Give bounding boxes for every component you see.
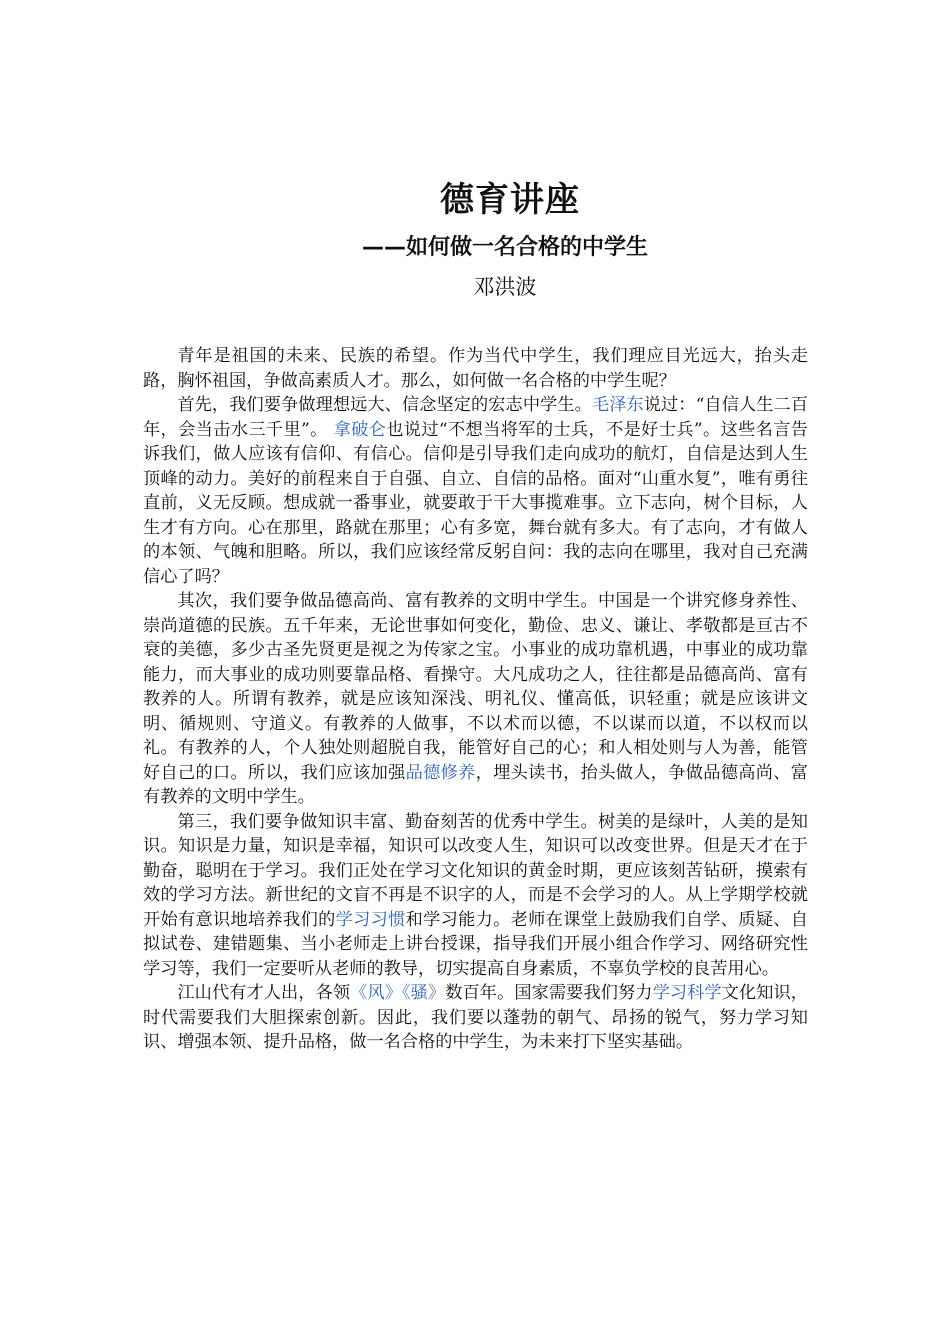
paragraph-text: ，埋头读书，抬头做人，争做品德高尚、富有教养的文明中学生。 bbox=[143, 762, 808, 807]
link-moral-cultivation[interactable]: 品德修养 bbox=[405, 762, 476, 783]
document-author: 邓洪波 bbox=[473, 275, 537, 299]
paragraph-text: 文化知识，时代需要我们大胆探索创新。因此，我们要以蓬勃的朝气、昂扬的锐气，努力学习知识、增强本领、提升品格，做一名合格的中学生，为未来打下坚实基础。 bbox=[143, 983, 808, 1052]
paragraph-conclusion bbox=[143, 981, 808, 1055]
paragraph-text: 说过：“自信人生二百年，会当击水三千里”。 bbox=[143, 395, 808, 440]
link-feng-sao[interactable]: 《风》《骚》 bbox=[350, 983, 446, 1003]
document-body bbox=[143, 344, 808, 1055]
link-study-habits[interactable]: 学习习惯 bbox=[335, 909, 406, 930]
link-mao-zedong[interactable]: 毛泽东 bbox=[591, 395, 644, 415]
link-napoleon[interactable]: 拿破仑 bbox=[333, 419, 387, 440]
paragraph-ideals bbox=[143, 393, 808, 589]
paragraph-text: 第三，我们要争做知识丰富、勤奋刻苦的优秀中学生。树美的是绿叶，人美的是知识。知识是力量，知识是幸福，知识可以改变人生，知识可以改变世界。但是天才在于勤奋，聪明在于学习。我们正处在学习文化知识的黄金时期，更应该刻苦钻研，摸索有效的学习方法。新世纪的文盲不再是不识字的人，而是不会学习的人。从上学期学校就开始有意识地培养我们的 bbox=[143, 811, 808, 930]
paragraph-morality bbox=[143, 589, 808, 810]
paragraph-knowledge bbox=[143, 810, 808, 982]
link-study-science[interactable]: 学习科学 bbox=[652, 983, 722, 1003]
paragraph-text: 数百年。国家需要我们努力 bbox=[445, 983, 653, 1003]
paragraph-intro bbox=[143, 344, 808, 393]
paragraph-text: 江山代有才人出，各领 bbox=[177, 983, 351, 1003]
paragraph-text: 和学习能力。老师在课堂上鼓励我们自学、质疑、自拟试卷、建错题集、当小老师走上讲台授课，指导我们开展小组合作学习、网络研究性学习等，我们一定要听从老师的教导，切实提高自身素质，不辜负学校的良苦用心。 bbox=[143, 909, 808, 979]
paragraph-text: 青年是祖国的未来、民族的希望。作为当代中学生，我们理应目光远大，抬头走路，胸怀祖国，争做高素质人才。那么，如何做一名合格的中学生呢？ bbox=[143, 346, 808, 391]
document-title: 德育讲座 bbox=[440, 180, 580, 220]
paragraph-text: 首先，我们要争做理想远大、信念坚定的宏志中学生。 bbox=[177, 395, 592, 415]
paragraph-text: 也说过“不想当将军的士兵，不是好士兵”。这些名言告诉我们，做人应该有信仰、有信心。信仰是引导我们走向成功的航灯，自信是达到人生顶峰的动力。美好的前程来自于自强、自立、自信的品格。面对“山重水复”，唯有勇往直前，义无反顾。想成就一番事业，就要敢于干大事揽难事。立下志向，树个目标，人生才有方向。心在那里，路就在那里；心有多宽，舞台就有多大。有了志向，才有做人的本领、气魄和胆略。所以，我们应该经常反躬自问：我的志向在哪里，我对自己充满信心了吗？ bbox=[143, 419, 808, 587]
paragraph-text: 其次，我们要争做品德高尚、富有教养的文明中学生。中国是一个讲究修身养性、崇尚道德的民族。五千年来，无论世事如何变化，勤俭、忠义、谦让、孝敬都是亘古不衰的美德，多少古圣先贤更是视之为传家之宝。小事业的成功靠机遇，中事业的成功靠能力，而大事业的成功则要靠品格、看操守。大凡成功之人，往往都是品德高尚、富有教养的人。所谓有教养，就是应该知深浅、明礼仪、懂高低，识轻重；就是应该讲文明、循规则、守道义。有教养的人做事，不以术而以德，不以谋而以道，不以权而以礼。有教养的人，个人独处则超脱自我，能管好自己的心；和人相处则与人为善，能管好自己的口。所以，我们应该加强 bbox=[143, 591, 808, 783]
document-subtitle: ——如何做一名合格的中学生 bbox=[361, 235, 648, 260]
